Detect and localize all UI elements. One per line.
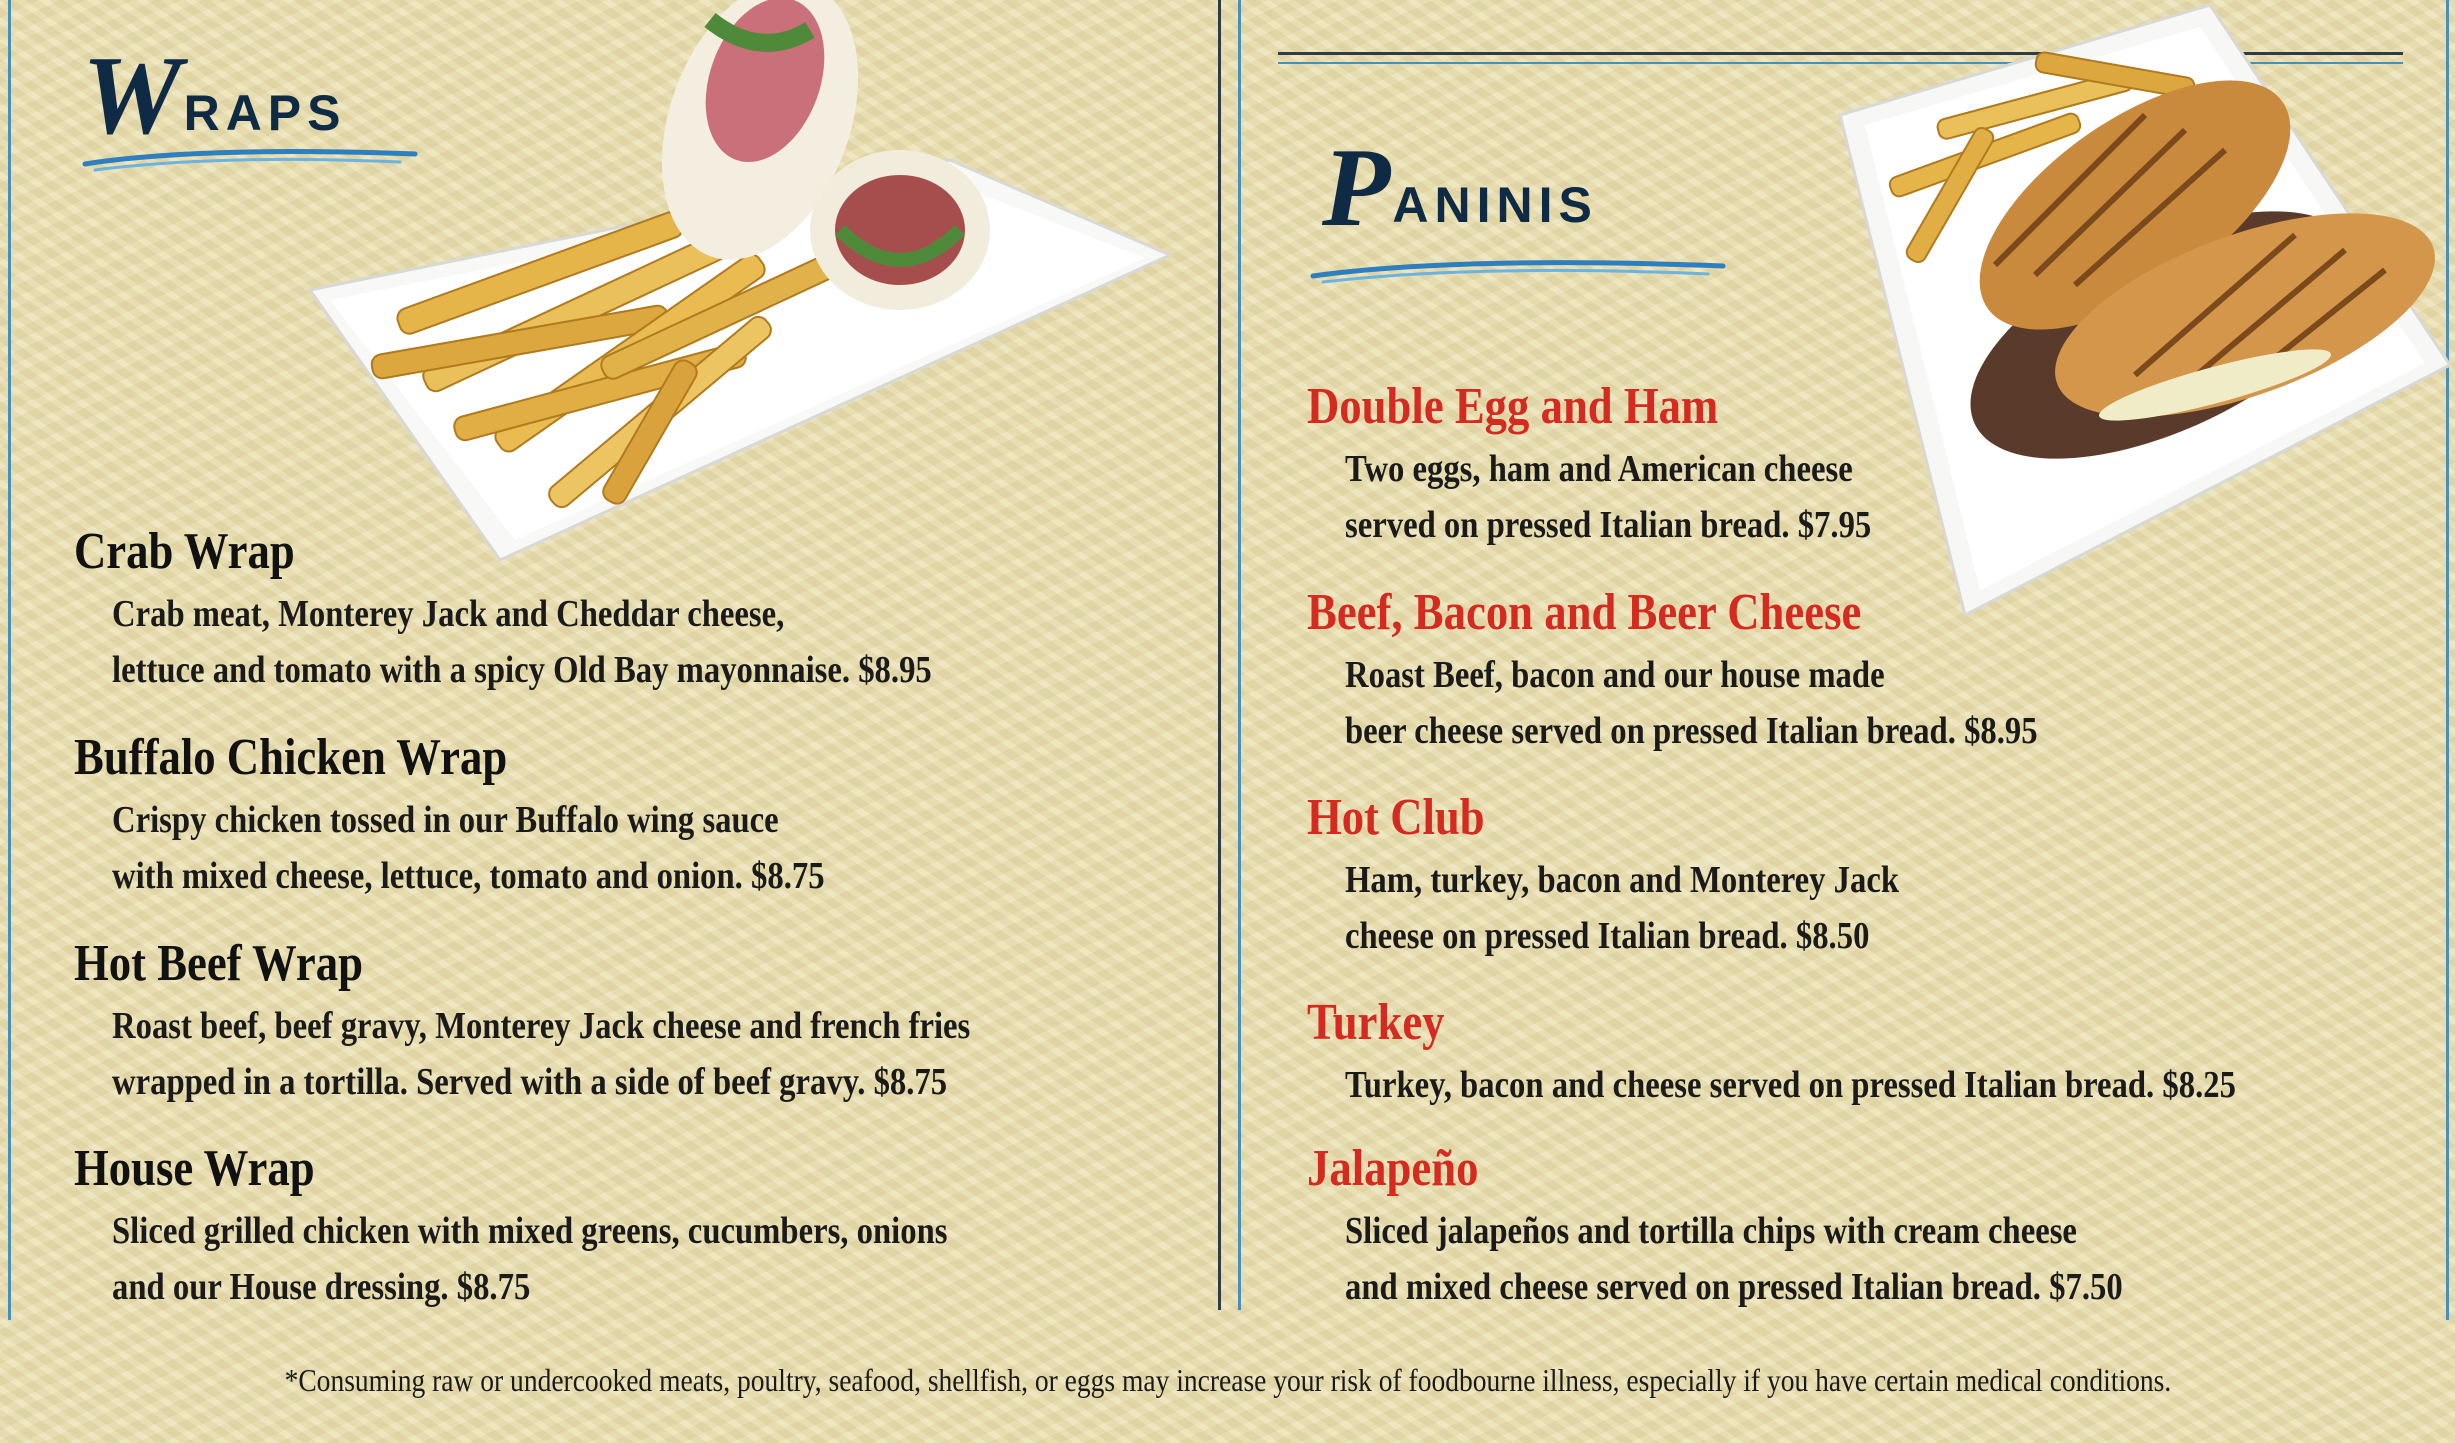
item-name: Turkey <box>1307 994 1445 1051</box>
menu-item-hot-beef-wrap <box>74 937 1110 1110</box>
swoosh-underline <box>1308 252 1728 284</box>
item-name: Hot Beef Wrap <box>74 935 364 992</box>
item-desc-line2: cheese on pressed Italian bread. $8.50 <box>1345 914 1870 957</box>
disclaimer-text: *Consuming raw or undercooked meats, poultry, seafood, shellfish, or eggs may increase your risk of foodbourne illness, especially if you have certain medical conditions. <box>284 1362 2171 1398</box>
item-name: Crab Wrap <box>74 523 295 580</box>
item-name: Jalapeño <box>1307 1140 1479 1197</box>
item-desc-line2: with mixed cheese, lettuce, tomato and onion. $8.75 <box>112 854 825 897</box>
item-desc-line1: Ham, turkey, bacon and Monterey Jack <box>1345 858 1900 901</box>
item-desc-line1: Crab meat, Monterey Jack and Cheddar cheese, <box>112 592 785 635</box>
center-divider-dark <box>1218 0 1221 1310</box>
menu-item-hot-club <box>1307 791 1989 964</box>
item-desc-line1: Roast beef, beef gravy, Monterey Jack cheese and french fries <box>112 1004 971 1047</box>
menu-item-buffalo-chicken-wrap <box>74 731 941 904</box>
menu-item-double-egg-and-ham <box>1307 380 1957 553</box>
item-desc-line2: served on pressed Italian bread. $7.95 <box>1345 503 1872 546</box>
menu-item-jalapeno <box>1307 1142 2249 1315</box>
item-desc-line1: Sliced grilled chicken with mixed greens, cucumbers, onions <box>112 1209 948 1252</box>
menu-item-turkey <box>1307 996 2381 1113</box>
item-desc-line1: Turkey, bacon and cheese served on pressed Italian bread. $8.25 <box>1345 1063 2236 1106</box>
item-desc-line2: beer cheese served on pressed Italian bread. $8.95 <box>1345 709 2038 752</box>
wraps-title-rest: RAPS <box>183 85 347 141</box>
item-name: Double Egg and Ham <box>1307 378 1719 435</box>
item-name: Hot Club <box>1307 789 1485 846</box>
item-desc-line2: and our House dressing. $8.75 <box>112 1265 531 1308</box>
wraps-title-initial: W <box>82 34 180 158</box>
menu-item-crab-wrap <box>74 525 1065 698</box>
paninis-title-initial: P <box>1322 126 1389 250</box>
item-desc-line2: wrapped in a tortilla. Served with a side of beef gravy. $8.75 <box>112 1060 948 1103</box>
paninis-title <box>1322 126 1598 250</box>
item-desc-line2: lettuce and tomato with a spicy Old Bay mayonnaise. $8.95 <box>112 648 932 691</box>
footer-disclaimer <box>0 1362 2455 1399</box>
item-name: Beef, Bacon and Beer Cheese <box>1307 584 1862 641</box>
item-desc-line1: Sliced jalapeños and tortilla chips with cream cheese <box>1345 1209 2077 1252</box>
item-desc-line1: Two eggs, ham and American cheese <box>1345 447 1853 490</box>
item-desc-line1: Crispy chicken tossed in our Buffalo wing sauce <box>112 798 779 841</box>
item-name: Buffalo Chicken Wrap <box>74 729 508 786</box>
menu-item-house-wrap <box>74 1142 1083 1315</box>
center-divider-blue <box>1238 0 1241 1310</box>
item-desc-line2: and mixed cheese served on pressed Italian bread. $7.50 <box>1345 1265 2123 1308</box>
item-desc-line1: Roast Beef, bacon and our house made <box>1345 653 1885 696</box>
menu-item-beef-bacon-beer-cheese <box>1307 586 2150 759</box>
left-border <box>8 0 11 1320</box>
paninis-title-rest: ANINIS <box>1392 177 1598 233</box>
wrap-plate-photo <box>290 0 1180 570</box>
item-name: House Wrap <box>74 1140 315 1197</box>
